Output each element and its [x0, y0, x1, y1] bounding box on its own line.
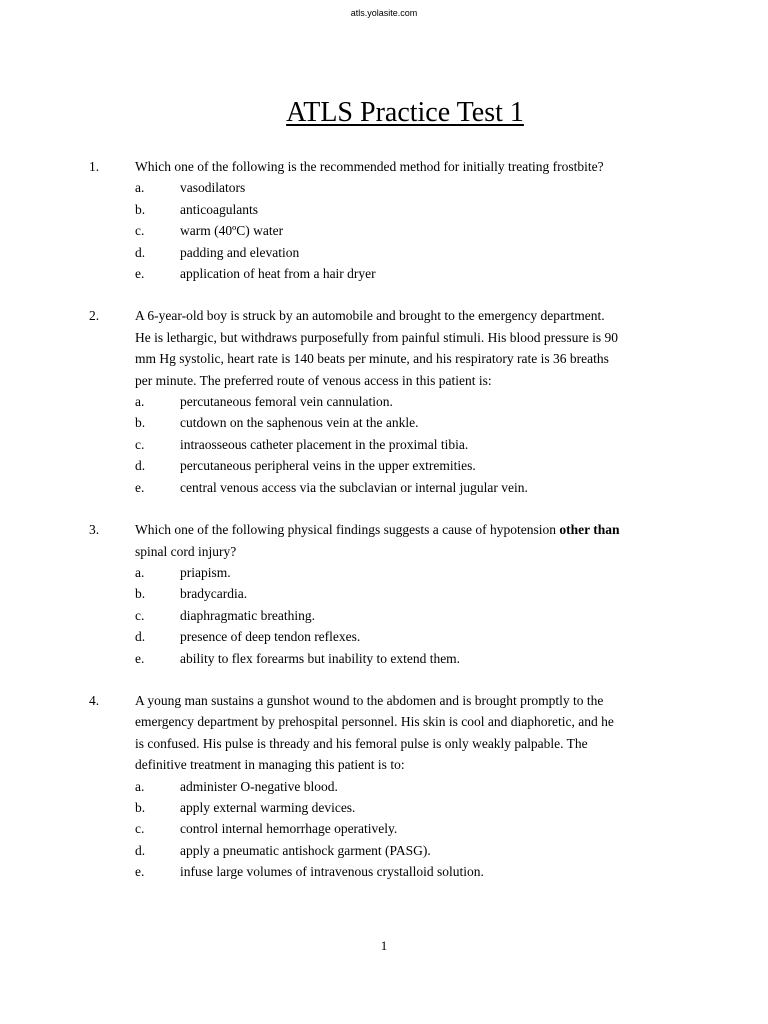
option-text: presence of deep tendon reflexes.	[180, 629, 361, 645]
question-4	[0, 690, 768, 883]
question-body	[135, 519, 687, 669]
option-text: ability to flex forearms but inability to extend them.	[180, 650, 461, 666]
question-number: 3.	[89, 522, 100, 538]
answer-option	[135, 797, 687, 818]
answer-option	[135, 861, 687, 882]
option-letter: d.	[135, 842, 146, 858]
question-text	[135, 519, 687, 562]
option-letter: b.	[135, 799, 146, 815]
page-title: ATLS Practice Test 1	[286, 97, 524, 128]
option-letter: e.	[135, 864, 145, 880]
question-number: 4.	[89, 692, 100, 708]
answer-option	[135, 455, 687, 476]
question-text-before: A 6-year-old boy is struck by an automobile and brought to the emergency department. He is lethargic, but withdraws purposefully from painful stimuli. His blood pressure is 90 mm Hg systolic, heart rate is 140 beats per minute, and his respiratory rate is 36 breaths per minute. The preferred route of venous access in this patient is:	[135, 308, 619, 388]
option-text: vasodilators	[180, 180, 246, 196]
answer-option	[135, 412, 687, 433]
answer-option	[135, 199, 687, 220]
answer-option	[135, 220, 687, 241]
option-text: apply external warming devices.	[180, 799, 356, 815]
option-text: administer O-negative blood.	[180, 778, 338, 794]
option-text: warm (40ºC) water	[180, 223, 284, 239]
answer-option	[135, 626, 687, 647]
answer-option	[135, 263, 687, 284]
option-text: apply a pneumatic antishock garment (PASG).	[180, 842, 431, 858]
page-number: 1	[380, 938, 388, 953]
option-letter: b.	[135, 415, 146, 431]
option-letter: c.	[135, 607, 145, 623]
answer-option	[135, 605, 687, 626]
answer-option	[135, 434, 687, 455]
option-text: central venous access via the subclavian or internal jugular vein.	[180, 479, 528, 495]
question-2	[0, 305, 768, 498]
option-letter: e.	[135, 650, 145, 666]
option-letter: b.	[135, 201, 146, 217]
answer-option	[135, 583, 687, 604]
option-text: percutaneous femoral vein cannulation.	[180, 394, 393, 410]
answer-options	[135, 776, 687, 883]
option-letter: c.	[135, 436, 145, 452]
question-1	[0, 156, 768, 284]
option-text: control internal hemorrhage operatively.	[180, 821, 398, 837]
option-text: anticoagulants	[180, 201, 258, 217]
question-number: 1.	[89, 159, 100, 174]
answer-options	[135, 391, 687, 498]
question-text-before: A young man sustains a gunshot wound to the abdomen and is brought promptly to the emergency department by prehospital personnel. His skin is cool and diaphoretic, and he is confused. His pulse is thready and his femoral pulse is only weakly palpable. The definitive treatment in managing this patient is to:	[135, 692, 614, 773]
site-header: atls.yolasite.com	[350, 8, 418, 18]
option-text: percutaneous peripheral veins in the upper extremities.	[180, 458, 476, 474]
option-letter: a.	[135, 564, 145, 580]
answer-option	[135, 840, 687, 861]
option-letter: e.	[135, 479, 145, 495]
question-body	[135, 305, 687, 498]
option-text: infuse large volumes of intravenous crystalloid solution.	[180, 864, 484, 880]
question-text	[135, 690, 687, 776]
question-3	[0, 519, 768, 669]
question-text-emphasis: other than	[559, 522, 620, 538]
option-text: cutdown on the saphenous vein at the ankle.	[180, 415, 419, 431]
option-letter: a.	[135, 394, 145, 410]
option-letter: c.	[135, 821, 145, 837]
question-text-before: Which one of the following physical findings suggests a cause of hypotension	[135, 522, 560, 538]
option-letter: d.	[135, 244, 146, 260]
answer-option	[135, 562, 687, 583]
question-text	[135, 305, 687, 391]
question-text	[135, 156, 687, 177]
option-text: intraosseous catheter placement in the proximal tibia.	[180, 436, 469, 452]
option-letter: a.	[135, 778, 145, 794]
answer-option	[135, 776, 687, 797]
answer-option	[135, 818, 687, 839]
answer-option	[135, 391, 687, 412]
option-text: padding and elevation	[180, 244, 300, 260]
question-text-before: Which one of the following is the recommended method for initially treating frostbite?	[135, 159, 604, 174]
option-text: application of heat from a hair dryer	[180, 266, 376, 282]
option-text: priapism.	[180, 564, 231, 580]
option-letter: b.	[135, 586, 146, 602]
question-body	[135, 156, 687, 284]
question-list	[0, 156, 768, 904]
option-text: diaphragmatic breathing.	[180, 607, 315, 623]
option-letter: a.	[135, 180, 145, 196]
option-letter: c.	[135, 223, 145, 239]
answer-option	[135, 648, 687, 669]
answer-options	[135, 177, 687, 284]
question-body	[135, 690, 687, 883]
option-letter: d.	[135, 629, 146, 645]
option-letter: e.	[135, 266, 145, 282]
option-text: bradycardia.	[180, 586, 248, 602]
answer-options	[135, 562, 687, 669]
question-text-after: spinal cord injury?	[135, 543, 237, 559]
answer-option	[135, 242, 687, 263]
answer-option	[135, 177, 687, 198]
option-letter: d.	[135, 458, 146, 474]
question-number: 2.	[89, 308, 100, 324]
answer-option	[135, 477, 687, 498]
